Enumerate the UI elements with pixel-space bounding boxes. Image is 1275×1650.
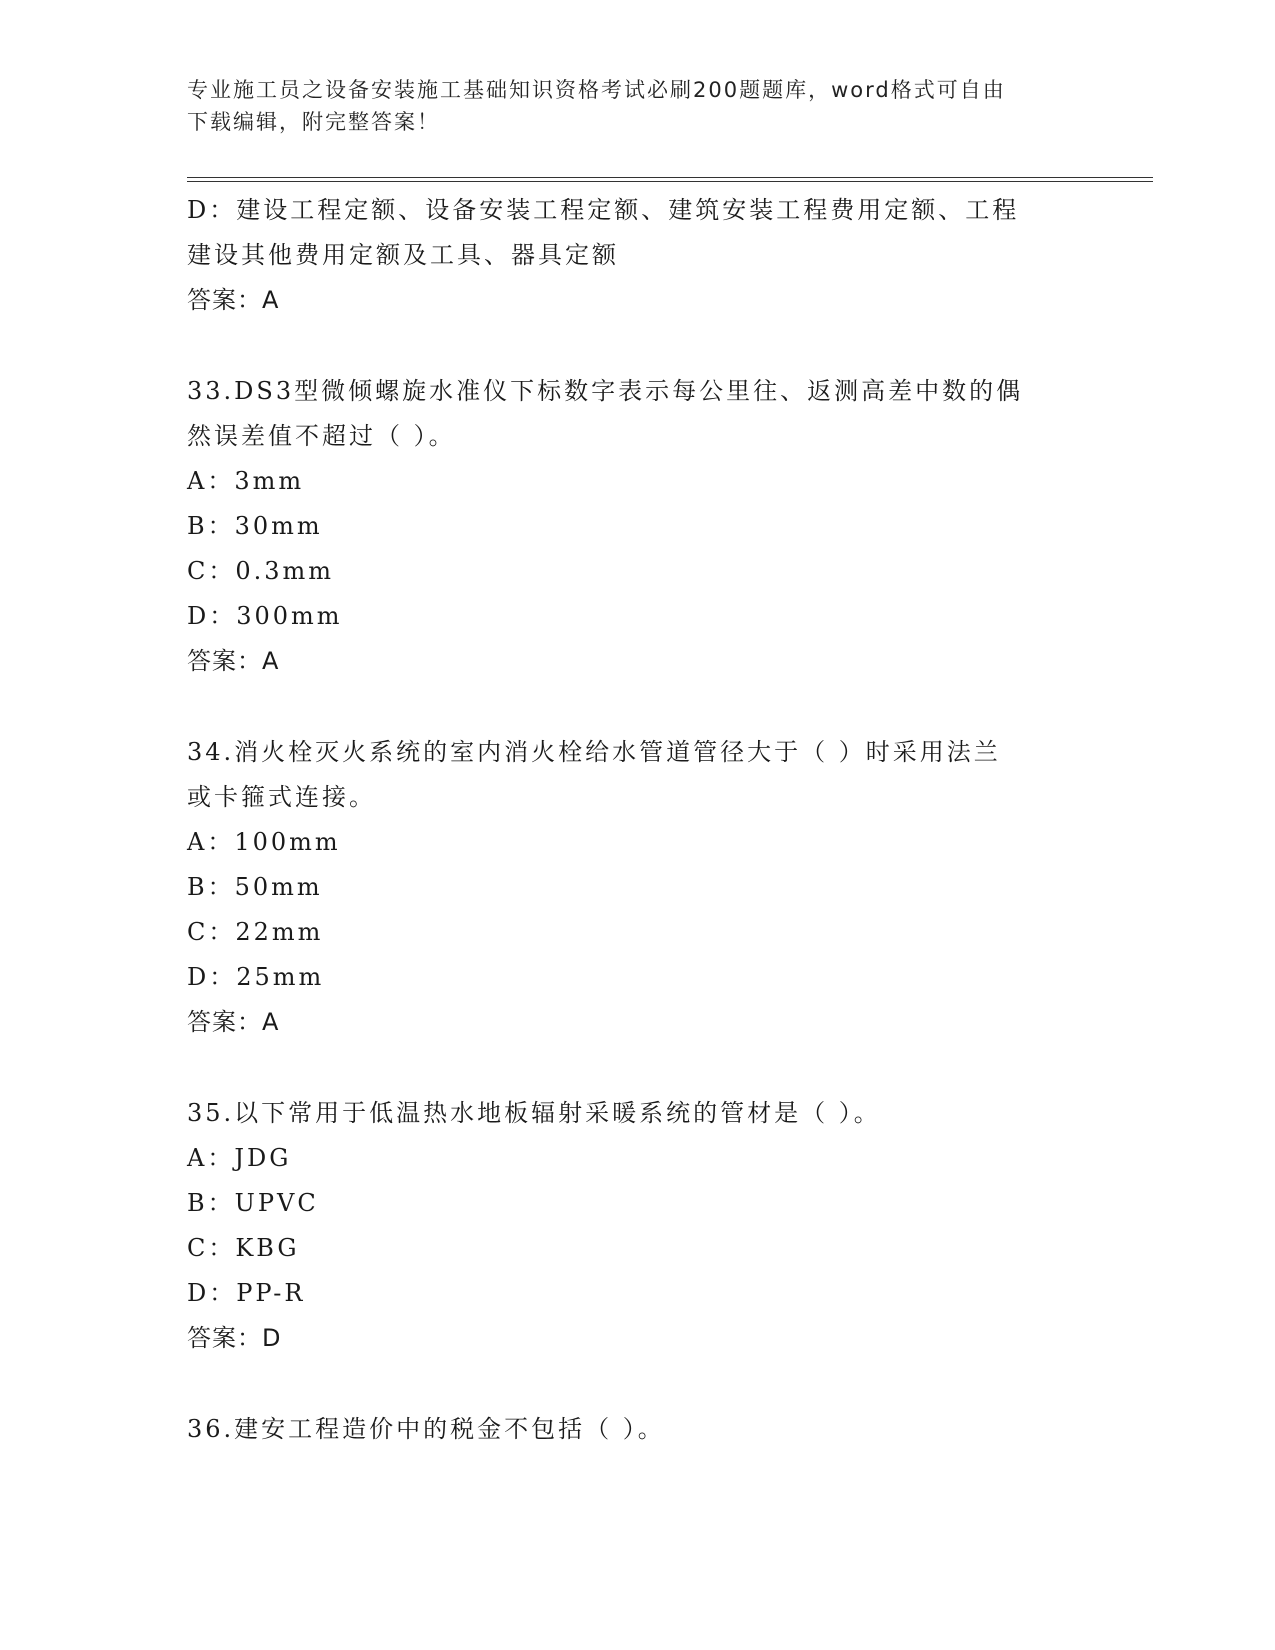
spacer [187, 1361, 1087, 1407]
option-d: D：PP-R [187, 1279, 306, 1307]
answer-label: 答案：A [187, 647, 280, 675]
document-header [187, 74, 1067, 138]
header-title-line-2: 下载编辑，附完整答案！ [187, 110, 440, 134]
question-34 [187, 730, 1087, 1045]
question-stem-line-2: 或卡箍式连接。 [187, 783, 376, 811]
option-d-line-2: 建设其他费用定额及工具、器具定额 [187, 241, 619, 269]
question-36 [187, 1407, 1087, 1452]
answer-label: 答案：D [187, 1324, 282, 1352]
question-stem-line-1: 36.建安工程造价中的税金不包括（ ）。 [187, 1415, 665, 1443]
option-a: A：100mm [187, 828, 341, 856]
question-list [187, 188, 1087, 1452]
answer-label: 答案：A [187, 1008, 280, 1036]
option-d-line-1: D：建设工程定额、设备安装工程定额、建筑安装工程费用定额、工程 [187, 196, 1020, 224]
option-d: D：25mm [187, 963, 325, 991]
question-stem-line-2: 然误差值不超过（ ）。 [187, 422, 456, 450]
question-32 [187, 188, 1087, 323]
option-b: B：30mm [187, 512, 323, 540]
header-divider-bottom [187, 181, 1153, 182]
question-stem-line-1: 33.DS3型微倾螺旋水准仪下标数字表示每公里往、返测高差中数的偶 [187, 377, 1024, 405]
option-c: C：KBG [187, 1234, 300, 1262]
option-a: A：JDG [187, 1144, 292, 1172]
question-stem-line-1: 35.以下常用于低温热水地板辐射采暖系统的管材是（ ）。 [187, 1099, 881, 1127]
header-title-line-1: 专业施工员之设备安装施工基础知识资格考试必刷200题题库，word格式可自由 [187, 78, 1006, 102]
option-c: C：0.3mm [187, 557, 335, 585]
question-stem-line-1: 34.消火栓灭火系统的室内消火栓给水管道管径大于（ ）时采用法兰 [187, 738, 1001, 766]
option-b: B：50mm [187, 873, 323, 901]
answer-label: 答案：A [187, 286, 280, 314]
option-a: A：3mm [187, 467, 305, 495]
option-c: C：22mm [187, 918, 324, 946]
spacer [187, 684, 1087, 730]
question-35 [187, 1091, 1087, 1361]
spacer [187, 323, 1087, 369]
spacer [187, 1045, 1087, 1091]
option-d: D：300mm [187, 602, 343, 630]
question-33 [187, 369, 1087, 684]
header-divider-top [187, 177, 1153, 178]
option-b: B：UPVC [187, 1189, 319, 1217]
